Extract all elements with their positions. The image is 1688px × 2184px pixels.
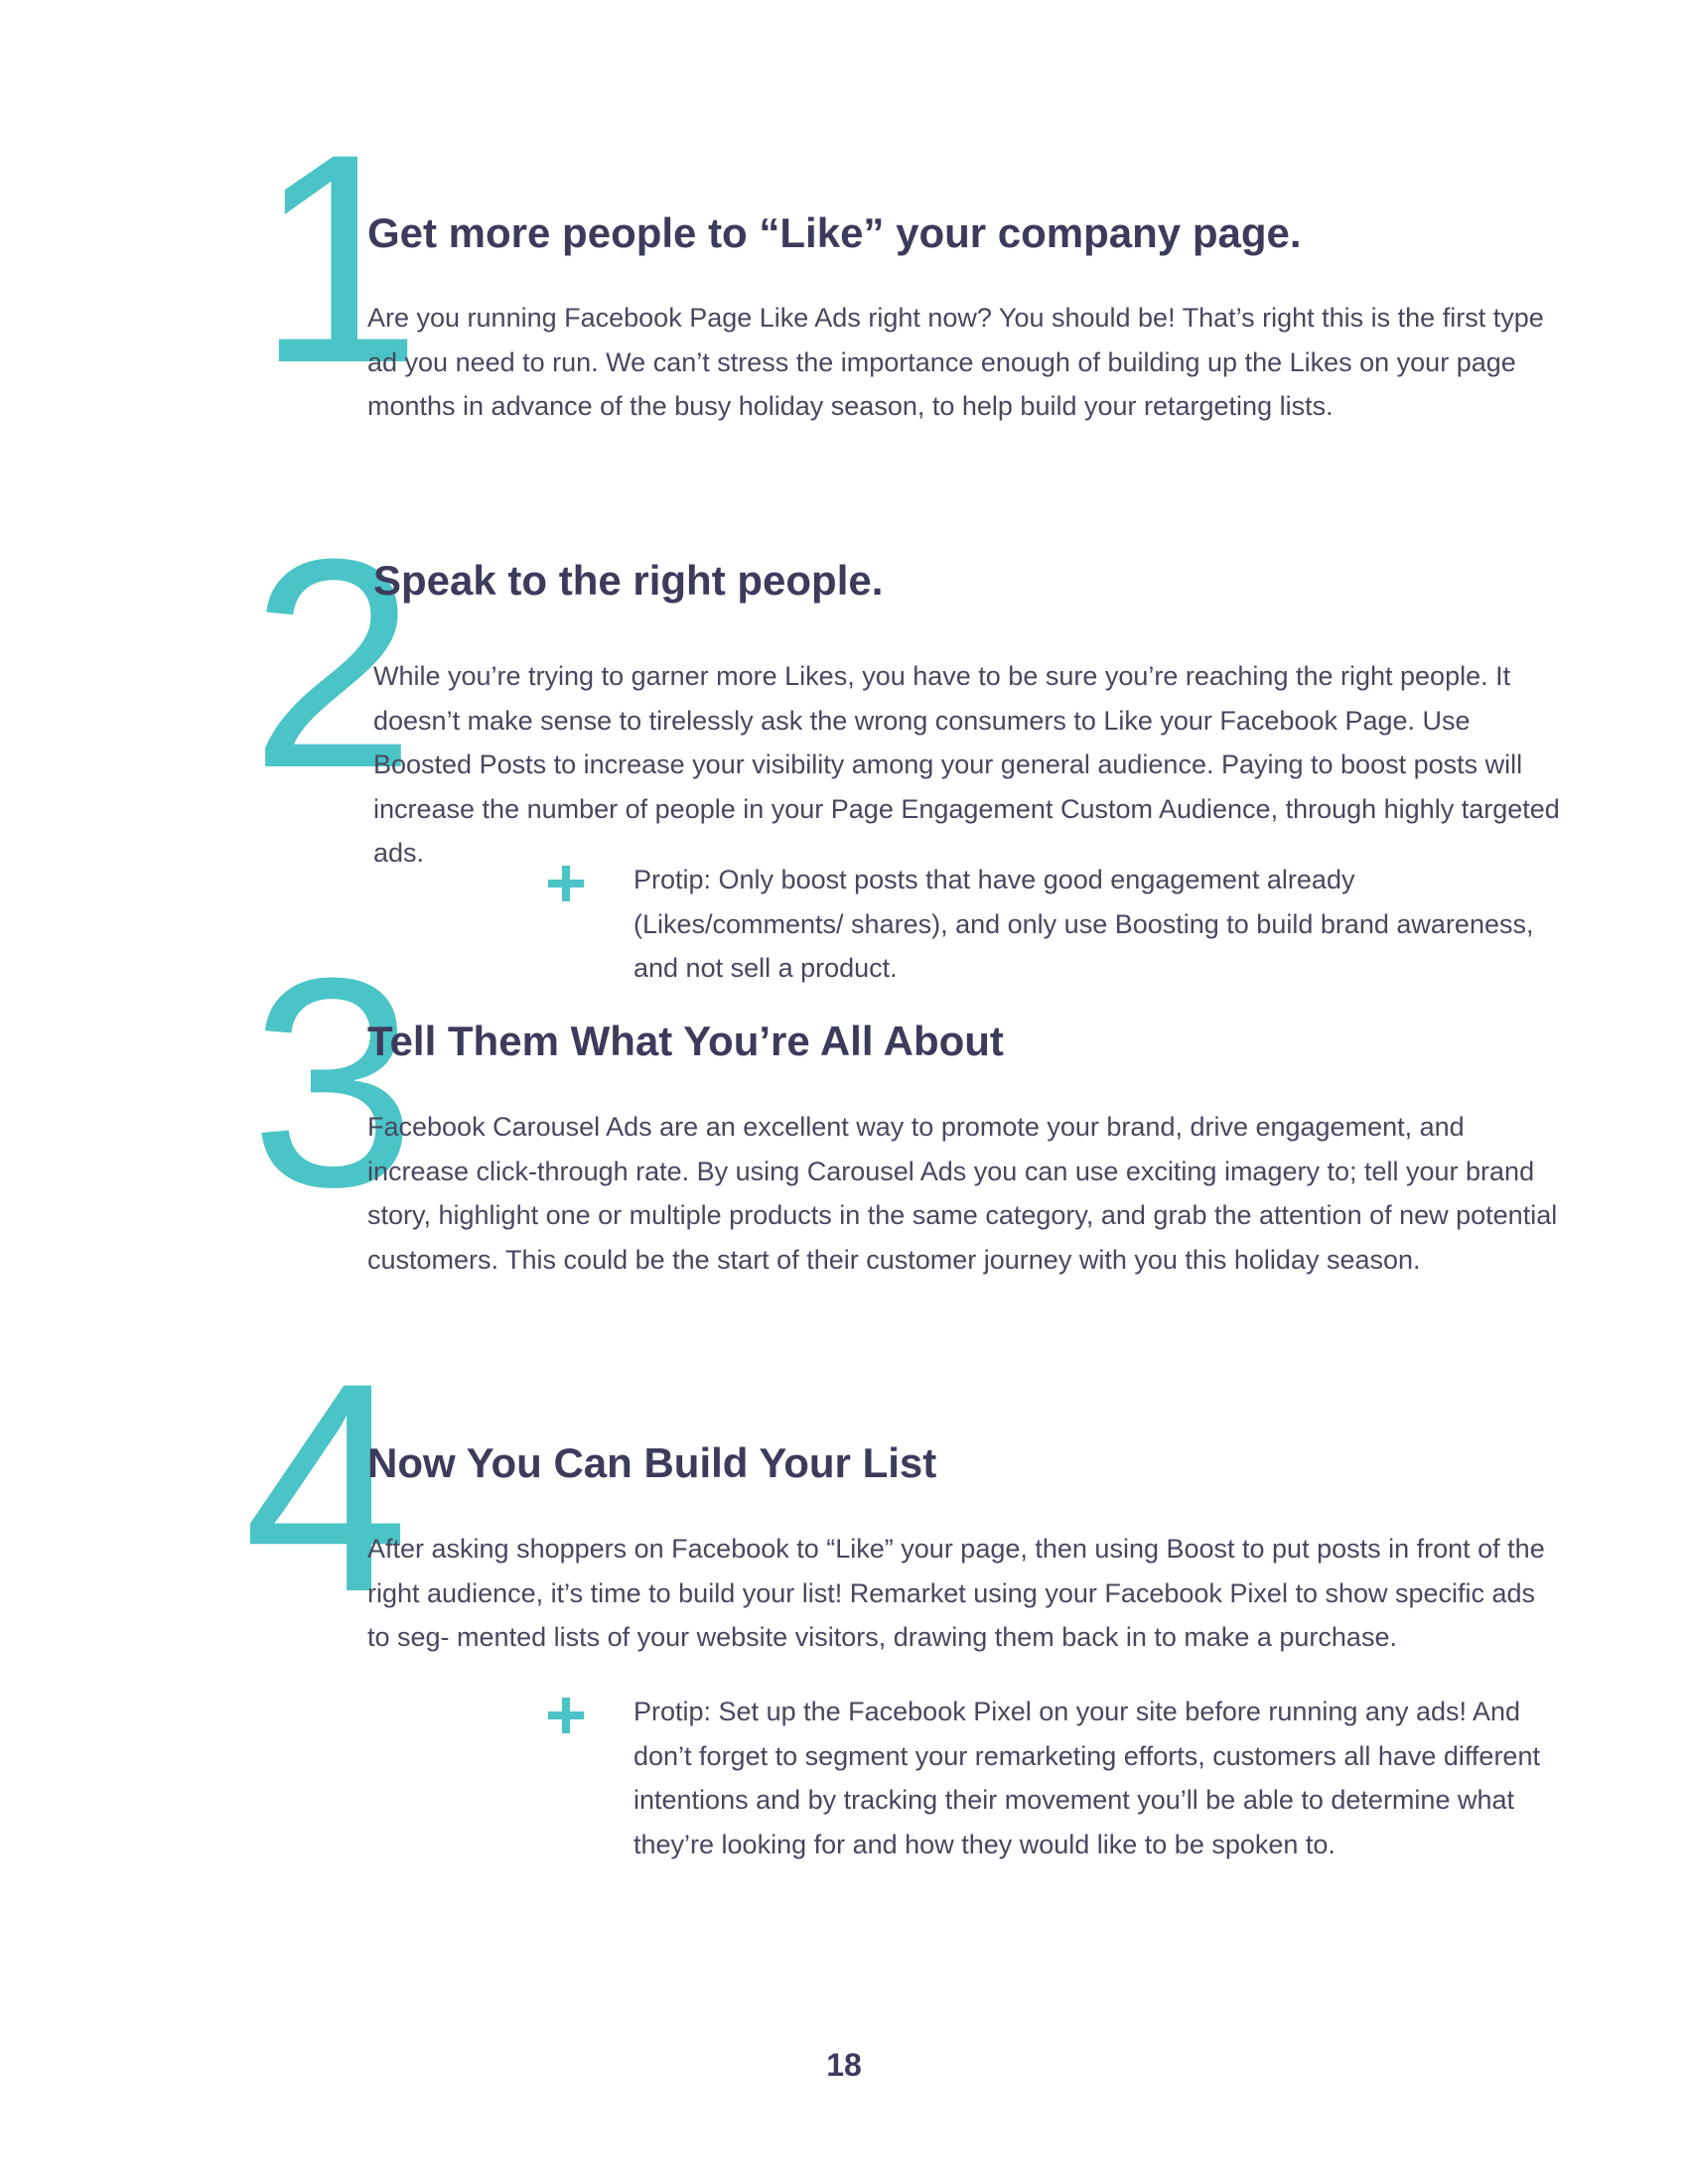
section-number: 2 (250, 496, 416, 830)
section-number: 3 (250, 915, 416, 1249)
section-number: 4 (243, 1320, 409, 1654)
section-body: Facebook Carousel Ads are an excellent way to promote your brand, drive engagement, and increase click-through rate. By using Carousel Ads you can use exciting imagery to; tell your brand story, highlight one or multiple products in the same category, and grab the attention of new potential customers. This could be the start of their customer journey with you this holiday season. (367, 1112, 1558, 1275)
section-body: While you’re trying to garner more Likes, you have to be sure you’re reaching the right people. It doesn’t make sense to tirelessly ask the wrong consumers to Like your Facebook Page. Use Boosted Posts to increase your visibility among your general audience. Paying to boost posts will increase the number of people in your Page Engagement Custom Audience, through highly targeted ads. (373, 661, 1560, 868)
section-body: Are you running Facebook Page Like Ads right now? You should be! That’s right this is the first type ad you need to run. We can’t stress the importance enough of building up the Likes on your page months in advance of the busy holiday season, to help build your retargeting lists. (367, 303, 1544, 421)
section-heading: Speak to the right people. (373, 557, 884, 604)
protip (548, 858, 1561, 991)
section-number: 1 (256, 91, 422, 425)
plus-icon (548, 866, 584, 901)
plus-icon (548, 1698, 584, 1733)
protip (548, 1690, 1561, 1866)
protip-text: Protip: Set up the Facebook Pixel on your site before running any ads! And don’t forget to segment your remarketing efforts, customers all have different intentions and by tracking their movement you’ll be able to determine what they’re looking for and how they would like to be spoken to. (633, 1697, 1540, 1859)
section-body: After asking shoppers on Facebook to “Like” your page, then using Boost to put posts in front of the right audience, it’s time to build your list! Remarket using your Facebook Pixel to show specific ads to seg- mented lists of your website visitors, drawing them back in to make a purchase. (367, 1534, 1545, 1652)
section-heading: Get more people to “Like” your company page. (367, 209, 1302, 256)
section-heading: Now You Can Build Your List (367, 1439, 937, 1486)
protip-text: Protip: Only boost posts that have good engagement already (Likes/comments/ shares), and only use Boosting to build brand awareness, and not sell a product. (633, 865, 1534, 983)
page-number: 18 (826, 2047, 862, 2083)
section-heading: Tell Them What You’re All About (367, 1018, 1004, 1064)
